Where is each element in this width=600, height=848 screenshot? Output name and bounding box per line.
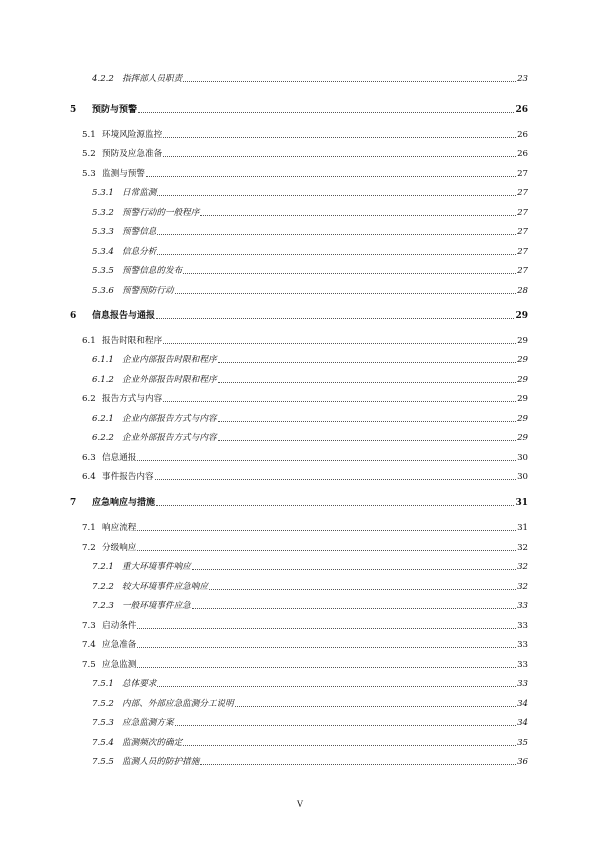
toc-leader-dots [137,550,516,551]
toc-leader-dots [155,479,516,480]
toc-entry[interactable] [82,165,528,179]
toc-entry-number: 5.3.1 [92,188,114,198]
toc-leader-dots [209,589,516,590]
toc-entry-page: 26 [515,105,528,115]
toc-leader-dots [157,195,516,196]
toc-leader-dots [157,686,516,687]
toc-entry[interactable] [92,410,528,424]
toc-leader-dots [156,318,514,319]
toc-entry-number: 6.4 [82,472,96,482]
toc-entry[interactable] [82,636,528,650]
toc-leader-dots [218,440,517,441]
toc-entry[interactable] [82,126,528,140]
toc-entry-page: 30 [517,453,528,463]
toc-leader-dots [183,81,516,82]
toc-leader-dots [163,156,516,157]
toc-entry[interactable] [92,714,528,728]
toc-entry[interactable] [82,539,528,553]
toc-leader-dots [200,764,516,765]
toc-entry-page: 29 [517,355,528,365]
toc-entry-page: 33 [517,621,528,631]
toc-entry-number: 7.2.2 [92,582,114,592]
toc-entry-number: 5.3.3 [92,227,114,237]
toc-entry-title: 较大环境事件应急响应 [122,582,208,592]
toc-entry-number: 7.5.1 [92,679,114,689]
toc-entry-page: 30 [517,472,528,482]
toc-entry[interactable] [92,204,528,218]
toc-leader-dots [183,273,516,274]
toc-entry-title: 应急响应与措施 [92,498,156,508]
toc-entry-title: 事件报告内容 [102,472,154,482]
toc-entry-number: 6.1 [82,336,96,346]
toc-entry-title: 指挥部人员职责 [122,74,183,84]
toc-entry-title: 预警信息 [122,227,157,237]
toc-entry-number: 4.2.2 [92,74,114,84]
toc-entry[interactable] [82,145,528,159]
toc-entry-number: 6.2.2 [92,433,114,443]
toc-leader-dots [146,176,516,177]
toc-leader-dots [175,293,516,294]
toc-entry-title: 企业内部报告时限和程序 [122,355,217,365]
toc-entry-number: 7.5 [82,660,96,670]
toc-entry-page: 33 [517,601,528,611]
toc-entry-page: 27 [517,169,528,179]
toc-entry-number: 6.2.1 [92,414,114,424]
toc-entry-title: 应急监测 [102,660,137,670]
toc-entry-page: 29 [517,414,528,424]
toc-entry-title: 信息分析 [122,247,157,257]
toc-entry-title: 预防与预警 [92,105,138,115]
toc-entry[interactable] [92,675,528,689]
toc-entry[interactable] [82,519,528,533]
toc-entry-page: 32 [517,582,528,592]
toc-entry-title: 企业内部报告方式与内容 [122,414,217,424]
toc-entry-page: 33 [517,679,528,689]
toc-entry-number: 7.5.5 [92,757,114,767]
toc-entry-title: 应急监测方案 [122,718,174,728]
toc-leader-dots [157,254,516,255]
toc-entry-page: 23 [517,74,528,84]
toc-entry-title: 信息通报 [102,453,137,463]
toc-leader-dots [175,725,516,726]
toc-entry-title: 应急准备 [102,640,137,650]
toc-leader-dots [138,112,514,113]
toc-entry-number: 5.3.2 [92,208,114,218]
toc-leader-dots [200,215,516,216]
toc-entry-title: 监测人员的防护措施 [122,757,200,767]
toc-entry[interactable] [92,558,528,572]
toc-entry-number: 7.5.3 [92,718,114,728]
toc-entry-title: 报告方式与内容 [102,394,163,404]
toc-entry-number: 6.1.1 [92,355,114,365]
toc-entry[interactable] [70,101,528,115]
toc-entry-title: 预警行动的一般程序 [122,208,200,218]
toc-entry[interactable] [92,371,528,385]
toc-entry-page: 36 [517,757,528,767]
toc-leader-dots [183,745,516,746]
toc-leader-dots [163,401,516,402]
toc-entry-number: 7.2.1 [92,562,114,572]
toc-entry[interactable] [82,656,528,670]
toc-entry-title: 预防及应急准备 [102,149,163,159]
toc-entry-page: 27 [517,227,528,237]
toc-entry-page: 33 [517,660,528,670]
toc-entry[interactable] [82,468,528,482]
toc-entry[interactable] [92,578,528,592]
toc-entry-title: 预警信息的发布 [122,266,183,276]
toc-entry[interactable] [92,70,528,84]
toc-entry-title: 信息报告与通报 [92,311,156,321]
toc-entry-page: 35 [517,738,528,748]
toc-leader-dots [218,421,517,422]
toc-entry-page: 29 [517,394,528,404]
toc-entry[interactable] [92,184,528,198]
toc-leader-dots [163,137,516,138]
toc-entry-page: 29 [517,375,528,385]
toc-entry-title: 预警预防行动 [122,286,174,296]
toc-entry[interactable] [92,429,528,443]
toc-entry-number: 5.3.4 [92,247,114,257]
toc-entry-number: 7.3 [82,621,96,631]
toc-entry[interactable] [92,351,528,365]
toc-entry-title: 一般环境事件应急 [122,601,191,611]
toc-leader-dots [218,382,517,383]
toc-entry-title: 企业外部报告时限和程序 [122,375,217,385]
toc-entry-title: 日常监测 [122,188,157,198]
toc-entry[interactable] [92,243,528,257]
toc-entry-number: 7 [70,498,77,508]
toc-leader-dots [235,706,516,707]
toc-entry-title: 内部、外部应急监测分工说明 [122,699,234,709]
toc-entry-number: 6.3 [82,453,96,463]
toc-leader-dots [137,530,516,531]
toc-entry-number: 5.1 [82,130,96,140]
toc-entry-page: 31 [517,523,528,533]
toc-entry-page: 26 [517,149,528,159]
toc-entry-title: 环境风险源监控 [102,130,163,140]
toc-entry[interactable] [70,307,528,321]
toc-entry-page: 34 [517,699,528,709]
toc-entry-title: 监测与预警 [102,169,145,179]
toc-leader-dots [163,343,516,344]
toc-entry[interactable] [92,753,528,767]
toc-entry-page: 32 [517,543,528,553]
toc-entry-number: 5.3 [82,169,96,179]
toc-leader-dots [157,234,516,235]
toc-leader-dots [218,362,517,363]
toc-entry[interactable] [82,617,528,631]
page-number: V [296,799,304,809]
toc-leader-dots [192,608,516,609]
toc-entry-title: 报告时限和程序 [102,336,163,346]
toc-entry-page: 27 [517,247,528,257]
toc-entry-title: 启动条件 [102,621,137,631]
toc-entry-page: 29 [515,311,528,321]
toc-entry-number: 5.2 [82,149,96,159]
toc-entry[interactable] [92,695,528,709]
toc-leader-dots [137,667,516,668]
toc-entry-page: 32 [517,562,528,572]
toc-entry-page: 27 [517,208,528,218]
toc-entry-page: 31 [515,498,528,508]
toc-leader-dots [137,647,516,648]
toc-entry-title: 重大环境事件响应 [122,562,191,572]
toc-entry-number: 7.5.4 [92,738,114,748]
toc-entry[interactable] [82,332,528,346]
toc-entry-page: 27 [517,188,528,198]
toc-entry[interactable] [82,449,528,463]
toc-leader-dots [192,569,516,570]
toc-entry[interactable] [92,734,528,748]
toc-leader-dots [137,628,516,629]
toc-leader-dots [156,505,514,506]
toc-entry[interactable] [70,494,528,508]
toc-entry[interactable] [92,597,528,611]
toc-entry-page: 28 [517,286,528,296]
toc-entry-title: 总体要求 [122,679,157,689]
toc-entry-number: 6 [70,311,77,321]
toc-entry-number: 6.2 [82,394,96,404]
toc-entry-page: 29 [517,433,528,443]
toc-entry-number: 7.2 [82,543,96,553]
toc-entry[interactable] [92,262,528,276]
toc-entry-title: 监测频次的确定 [122,738,183,748]
toc-entry-number: 5.3.5 [92,266,114,276]
toc-entry[interactable] [82,390,528,404]
toc-leader-dots [137,460,516,461]
toc-entry[interactable] [92,282,528,296]
toc-entry-page: 27 [517,266,528,276]
toc-entry-title: 响应流程 [102,523,137,533]
toc-entry-page: 29 [517,336,528,346]
toc-entry-page: 33 [517,640,528,650]
toc-entry-title: 企业外部报告方式与内容 [122,433,217,443]
toc-entry-number: 5.3.6 [92,286,114,296]
toc-entry-number: 7.4 [82,640,96,650]
toc-entry-number: 6.1.2 [92,375,114,385]
toc-entry-number: 5 [70,105,77,115]
toc-entry-title: 分级响应 [102,543,137,553]
toc-entry-number: 7.5.2 [92,699,114,709]
toc-entry-page: 34 [517,718,528,728]
toc-entry-number: 7.1 [82,523,96,533]
toc-entry[interactable] [92,223,528,237]
toc-entry-number: 7.2.3 [92,601,114,611]
toc-entry-page: 26 [517,130,528,140]
